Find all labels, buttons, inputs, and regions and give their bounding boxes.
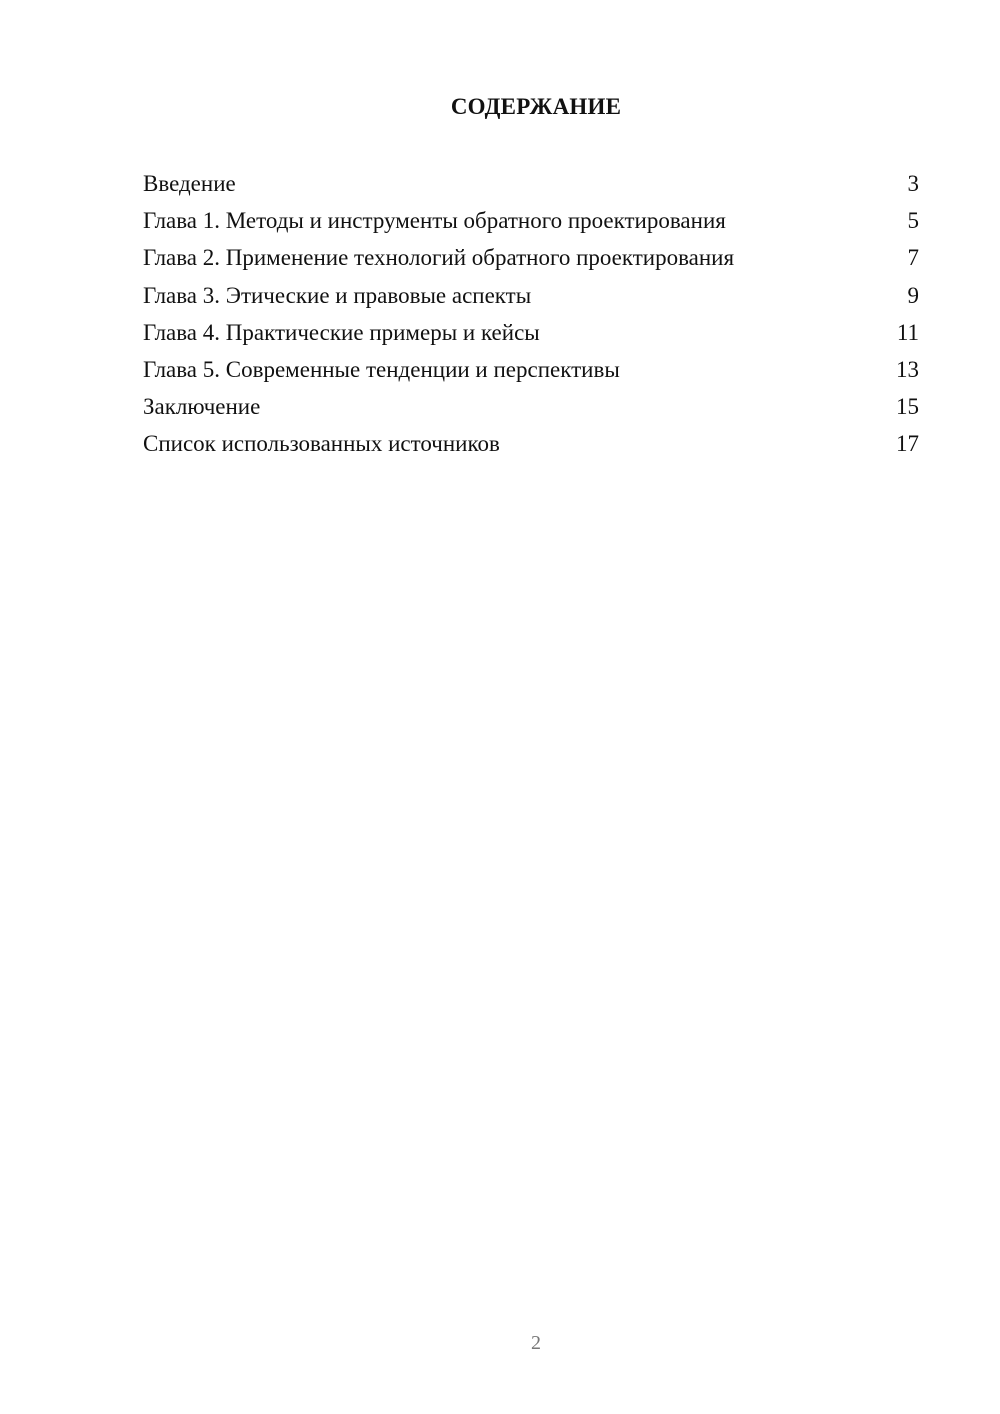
toc-entry-page: 15 — [896, 394, 919, 420]
toc-entry-page: 17 — [896, 431, 919, 457]
toc-title: СОДЕРЖАНИЕ — [450, 94, 622, 119]
toc-entry-page: 11 — [896, 319, 919, 345]
toc-entry-label: Глава 3. Этические и правовые аспекты — [143, 282, 532, 308]
toc-entry-page: 7 — [907, 245, 919, 271]
toc-entry — [143, 391, 919, 428]
toc-entry-label: Глава 2. Применение технологий обратного проектирования — [143, 245, 735, 271]
toc-entry-page: 9 — [907, 282, 919, 308]
toc-entry — [143, 317, 919, 354]
toc-entry-label: Глава 4. Практические примеры и кейсы — [143, 319, 540, 345]
toc-entry-label: Глава 1. Методы и инструменты обратного проектирования — [143, 208, 726, 234]
toc-entry — [143, 205, 919, 242]
toc-entry-label: Введение — [143, 171, 236, 196]
toc-list — [143, 168, 919, 466]
toc-entry-label: Глава 5. Современные тенденции и перспективы — [143, 356, 620, 382]
page-number: 2 — [531, 1332, 541, 1354]
toc-entry — [143, 428, 919, 465]
toc-entry-page: 5 — [907, 208, 919, 234]
toc-entry — [143, 354, 919, 391]
toc-entry-label: Список использованных источников — [143, 431, 500, 457]
toc-entry — [143, 280, 919, 317]
toc-entry-page: 3 — [907, 171, 919, 196]
toc-entry-label: Заключение — [143, 394, 261, 420]
toc-entry-page: 13 — [896, 356, 919, 382]
toc-entry — [143, 168, 919, 205]
toc-entry — [143, 242, 919, 279]
